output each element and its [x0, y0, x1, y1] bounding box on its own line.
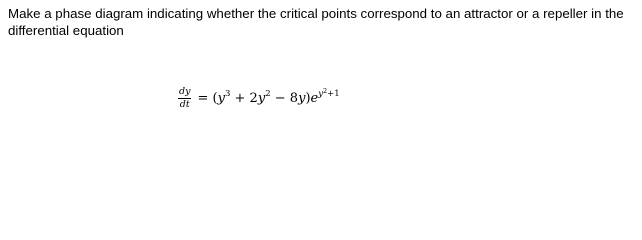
euler-e: e [310, 91, 319, 106]
e-exponent [318, 89, 339, 99]
differential-equation [178, 80, 340, 116]
var-y-linear: y [298, 91, 306, 106]
e-exponent-y: y [318, 89, 324, 99]
exponent-3: 3 [224, 89, 231, 99]
e-exponent-square: 2 [323, 87, 328, 95]
derivative-fraction [178, 87, 191, 109]
equation-right-side [197, 87, 340, 106]
problem-statement: Make a phase diagram indicating whether the critical points correspond to an attractor or a repeller in the differential equation [8, 6, 624, 38]
plus-sign: + [234, 91, 246, 106]
fraction-denominator: dt [179, 98, 190, 110]
close-paren: ) [305, 91, 311, 106]
var-y-cubed: y [217, 91, 225, 106]
exponent-2: 2 [265, 89, 271, 99]
coefficient-8: 8 [289, 91, 299, 106]
var-y-squared: y [257, 91, 266, 106]
coefficient-2: 2 [249, 91, 258, 106]
equals-sign: = [197, 91, 209, 106]
e-exponent-plus-one: +1 [327, 89, 340, 99]
fraction-numerator: dy [179, 86, 191, 97]
minus-sign: − [274, 91, 286, 106]
open-paren: ( [212, 91, 218, 106]
